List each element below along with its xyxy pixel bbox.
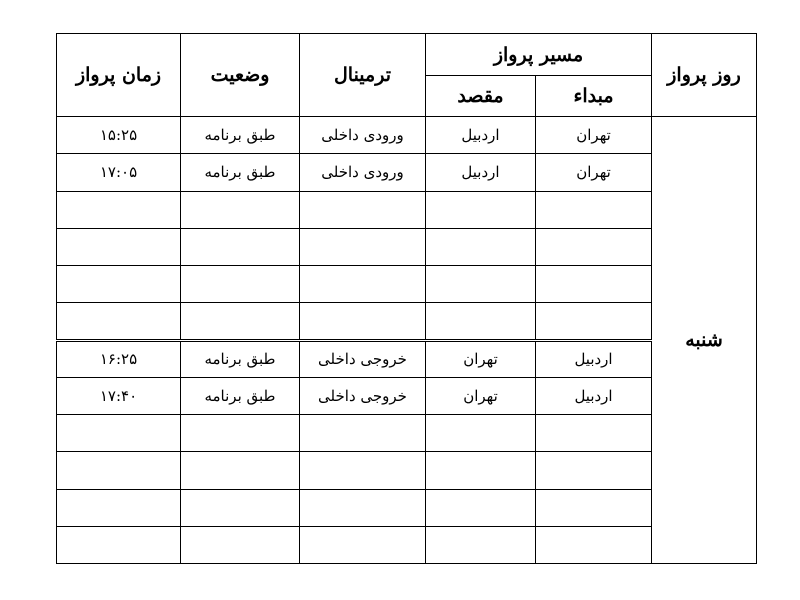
status-cell (181, 266, 300, 303)
status-cell: طبق برنامه (181, 340, 300, 377)
origin-cell (536, 489, 652, 526)
table-row (57, 340, 757, 377)
origin-cell (536, 266, 652, 303)
destination-cell (426, 489, 536, 526)
destination-cell (426, 228, 536, 265)
time-cell: ۱۶:۲۵ (57, 340, 181, 377)
terminal-cell: خروجی داخلی (300, 377, 426, 414)
status-cell (181, 452, 300, 489)
header-row-top (57, 34, 757, 76)
origin-cell (536, 526, 652, 563)
time-cell (57, 191, 181, 228)
terminal-cell (300, 266, 426, 303)
time-cell (57, 266, 181, 303)
origin-cell (536, 303, 652, 340)
status-cell (181, 228, 300, 265)
terminal-cell (300, 415, 426, 452)
destination-cell (426, 415, 536, 452)
time-cell (57, 489, 181, 526)
terminal-cell: ورودی داخلی (300, 117, 426, 154)
table-row (57, 415, 757, 452)
destination-cell (426, 191, 536, 228)
origin-cell (536, 228, 652, 265)
table-row (57, 489, 757, 526)
origin-cell: اردبیل (536, 377, 652, 414)
table-row (57, 266, 757, 303)
time-cell (57, 452, 181, 489)
table-row (57, 154, 757, 191)
table-row (57, 526, 757, 563)
destination-cell: اردبیل (426, 154, 536, 191)
destination-cell (426, 452, 536, 489)
status-cell (181, 303, 300, 340)
terminal-cell (300, 526, 426, 563)
header-route: مسیر پرواز (426, 34, 652, 76)
header-terminal: ترمینال (300, 34, 426, 117)
destination-cell: تهران (426, 340, 536, 377)
origin-cell: اردبیل (536, 340, 652, 377)
table-row (57, 191, 757, 228)
time-cell: ۱۵:۲۵ (57, 117, 181, 154)
flight-schedule-sheet (56, 33, 756, 563)
time-cell: ۱۷:۰۵ (57, 154, 181, 191)
destination-cell: تهران (426, 377, 536, 414)
header-time: زمان پرواز (57, 34, 181, 117)
table-row (57, 228, 757, 265)
header-origin: مبداء (536, 76, 652, 117)
status-cell (181, 191, 300, 228)
flight-schedule-table (56, 33, 757, 564)
status-cell (181, 489, 300, 526)
time-cell (57, 526, 181, 563)
header-day: روز پرواز (652, 34, 757, 117)
terminal-cell (300, 303, 426, 340)
status-cell (181, 415, 300, 452)
table-row (57, 452, 757, 489)
origin-cell (536, 452, 652, 489)
destination-cell: اردبیل (426, 117, 536, 154)
status-cell: طبق برنامه (181, 117, 300, 154)
table-row (57, 377, 757, 414)
terminal-cell: خروجی داخلی (300, 340, 426, 377)
time-cell (57, 415, 181, 452)
schedule-body (57, 117, 757, 564)
table-row (57, 303, 757, 340)
destination-cell (426, 266, 536, 303)
terminal-cell (300, 489, 426, 526)
time-cell: ۱۷:۴۰ (57, 377, 181, 414)
origin-cell: تهران (536, 154, 652, 191)
day-cell: شنبه (652, 117, 757, 564)
origin-cell: تهران (536, 117, 652, 154)
status-cell: طبق برنامه (181, 377, 300, 414)
terminal-cell (300, 228, 426, 265)
terminal-cell (300, 452, 426, 489)
time-cell (57, 303, 181, 340)
time-cell (57, 228, 181, 265)
terminal-cell (300, 191, 426, 228)
destination-cell (426, 526, 536, 563)
status-cell (181, 526, 300, 563)
terminal-cell: ورودی داخلی (300, 154, 426, 191)
origin-cell (536, 415, 652, 452)
header-status: وضعیت (181, 34, 300, 117)
status-cell: طبق برنامه (181, 154, 300, 191)
table-row (57, 117, 757, 154)
header-destination: مقصد (426, 76, 536, 117)
destination-cell (426, 303, 536, 340)
origin-cell (536, 191, 652, 228)
